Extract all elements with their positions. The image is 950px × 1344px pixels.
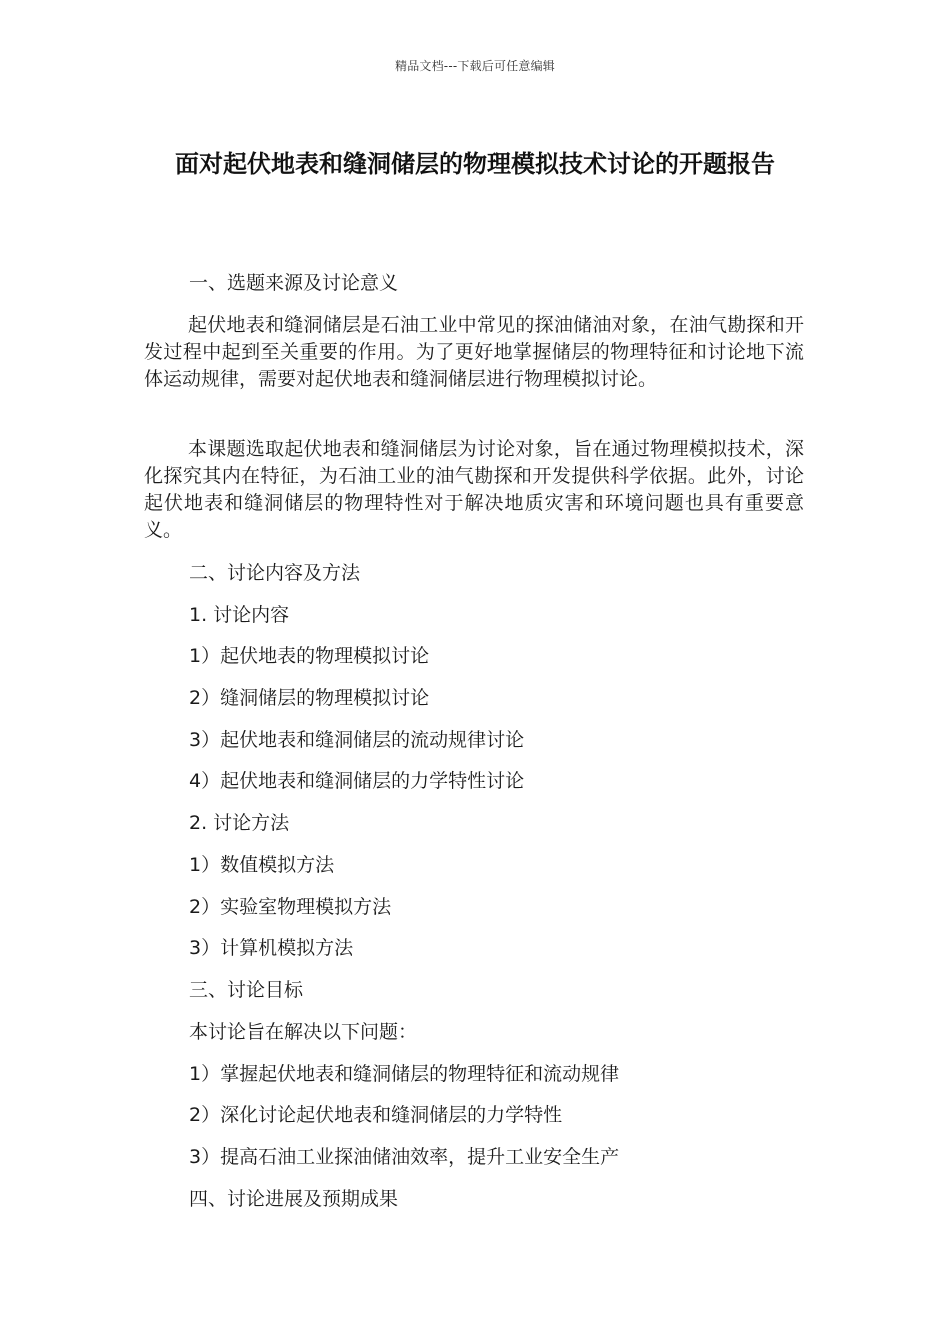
list-item: 2）实验室物理模拟方法: [189, 896, 392, 918]
section-heading-3: 三、讨论目标: [189, 979, 304, 1001]
list-item: 4）起伏地表和缝洞储层的力学特性讨论: [189, 770, 525, 792]
document-title: 面对起伏地表和缝洞储层的物理模拟技术讨论的开题报告: [175, 150, 775, 178]
list-item: 2）缝洞储层的物理模拟讨论: [189, 687, 430, 709]
subsection-heading-method: 2. 讨论方法: [189, 812, 290, 834]
list-item: 3）计算机模拟方法: [189, 937, 354, 959]
list-item: 1）数值模拟方法: [189, 854, 335, 876]
list-item: 1）起伏地表的物理模拟讨论: [189, 645, 430, 667]
paragraph-1: 起伏地表和缝洞储层是石油工业中常见的探油储油对象，在油气勘探和开发过程中起到至关重要的作用。为了更好地掌握储层的物理特征和讨论地下流体运动规律，需要对起伏地表和缝洞储层进行物理模拟讨论。: [144, 314, 804, 390]
list-item: 3）提高石油工业探油储油效率，提升工业安全生产: [189, 1146, 620, 1168]
paragraph-2: 本课题选取起伏地表和缝洞储层为讨论对象，旨在通过物理模拟技术，深化探究其内在特征，为石油工业的油气勘探和开发提供科学依据。此外，讨论起伏地表和缝洞储层的物理特性对于解决地质灾害和环境问题也具有重要意义。: [144, 438, 804, 541]
list-item: 2）深化讨论起伏地表和缝洞储层的力学特性: [189, 1104, 563, 1126]
section-heading-2: 二、讨论内容及方法: [189, 562, 361, 584]
section-heading-4: 四、讨论进展及预期成果: [189, 1188, 399, 1210]
list-item: 1）掌握起伏地表和缝洞储层的物理特征和流动规律: [189, 1063, 620, 1085]
goal-intro: 本讨论旨在解决以下问题：: [189, 1021, 418, 1043]
subsection-heading-content: 1. 讨论内容: [189, 604, 290, 626]
list-item: 3）起伏地表和缝洞储层的流动规律讨论: [189, 729, 525, 751]
page-header: 精品文档---下载后可任意编辑: [395, 59, 555, 73]
section-heading-1: 一、选题来源及讨论意义: [189, 272, 399, 294]
